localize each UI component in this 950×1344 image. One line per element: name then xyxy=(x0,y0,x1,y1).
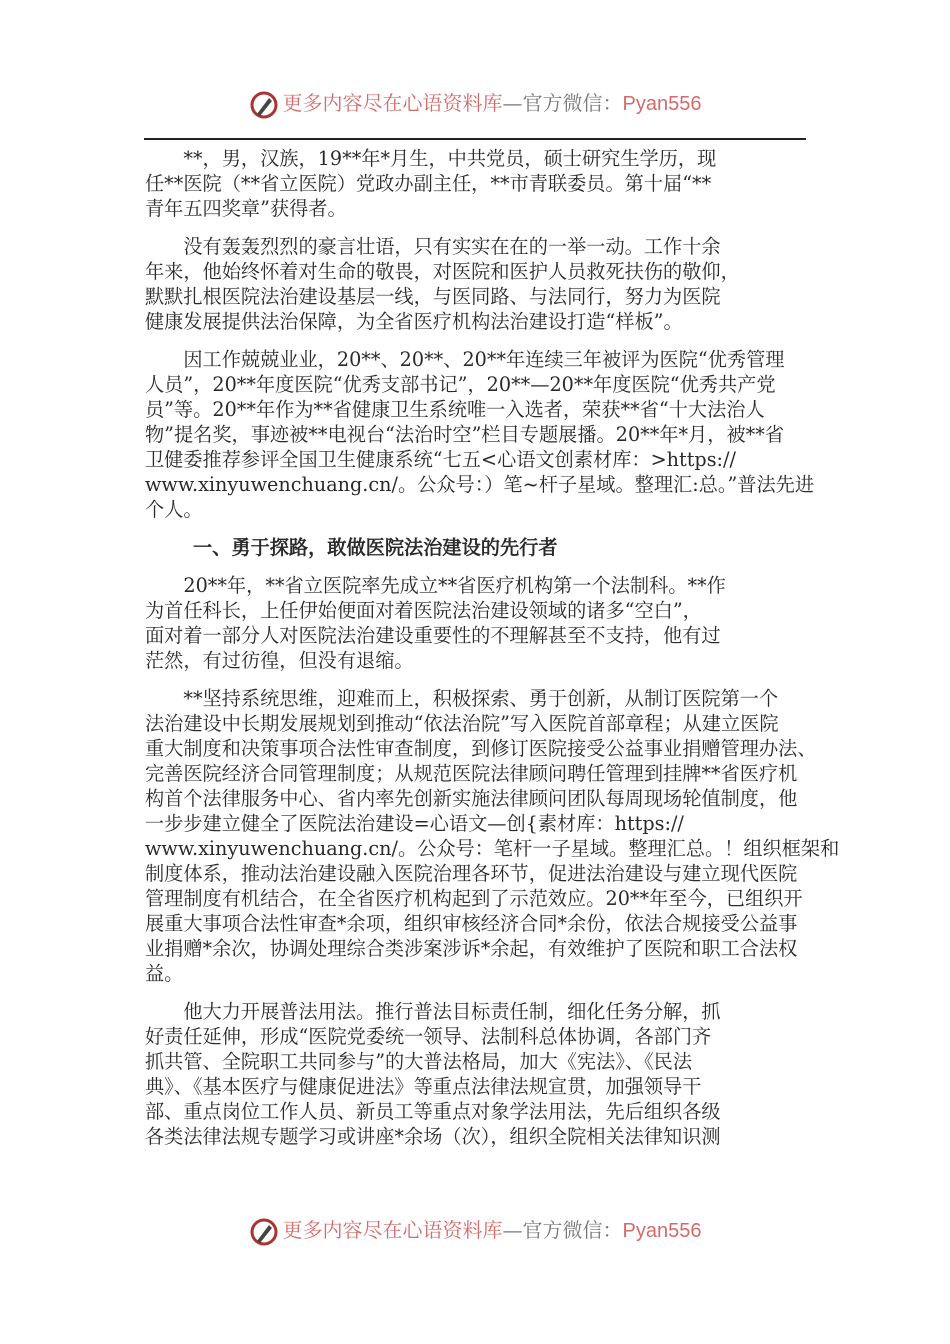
pen-logo-icon xyxy=(249,1217,279,1247)
text-line: 构首个法律服务中心、省内率先创新实施法律顾问团队每周现场轮值制度，他 xyxy=(145,787,798,810)
text-line: 物”提名奖，事迹被**电视台“法治时空”栏目专题展播。20**年*月，被**省 xyxy=(145,423,785,446)
paragraph xyxy=(145,146,810,221)
text-line: 年来，他始终怀着对生命的敬畏，对医院和医护人员救死扶伤的敬仰， xyxy=(145,260,740,283)
text-line: 展重大事项合法性审查*余项，组织审核经济合同*余份，依法合规接受公益事 xyxy=(145,912,798,935)
text-line: 管理制度有机结合，在全省医疗机构起到了示范效应。20**年至今，已组织开 xyxy=(145,887,803,910)
text-line: www.xinyuwenchuang.cn/。公众号：）笔~杆子星域。整理汇:总。”普法先进 xyxy=(145,473,815,496)
text-line: **坚持系统思维，迎难而上，积极探索、勇于创新，从制订医院第一个 xyxy=(145,687,779,710)
watermark-text: 更多内容尽在心语资料库 xyxy=(282,1218,503,1242)
text-line: 20**年，**省立医院率先成立**省医疗机构第一个法制科。**作 xyxy=(145,574,726,597)
document-body xyxy=(145,146,840,1162)
text-line: 业捐赠*余次，协调处理综合类涉案涉诉*余起，有效维护了医院和职工合法权 xyxy=(145,937,798,960)
text-line: 人员”，20**年度医院“优秀支部书记”，20**—20**年度医院“优秀共产党 xyxy=(145,373,776,396)
text-line: 各类法律法规专题学习或讲座*余场（次），组织全院相关法律知识测 xyxy=(145,1125,721,1148)
paragraph xyxy=(145,686,840,986)
text-line: 青年五四奖章”获得者。 xyxy=(145,197,347,220)
paragraph xyxy=(145,999,810,1149)
text-line: 一步步建立健全了医院法治建设=心语文—创{素材库：https:// xyxy=(145,812,684,835)
text-line: 制度体系，推动法治建设融入医院治理各环节，促进法治建设与建立现代医院 xyxy=(145,862,798,885)
text-line: 典》、《基本医疗与健康促进法》等重点法律法规宣贯，加强领导干 xyxy=(145,1075,702,1098)
text-line: 任**医院（**省立医院）党政办副主任，**市青联委员。第十届“** xyxy=(145,172,712,195)
text-line: 健康发展提供法治保障，为全省医疗机构法治建设打造“样板”。 xyxy=(145,310,683,333)
text-line: 茫然，有过彷徨，但没有退缩。 xyxy=(145,649,414,672)
watermark-text: 更多内容尽在心语资料库 xyxy=(282,91,503,115)
header-rule xyxy=(144,138,806,140)
paragraph xyxy=(145,573,810,673)
watermark-text: —官方微信： xyxy=(502,91,623,115)
text-line: 默默扎根医院法治建设基层一线，与医同路、与法同行，努力为医院 xyxy=(145,285,721,308)
text-line: 面对着一部分人对医院法治建设重要性的不理解甚至不支持，他有过 xyxy=(145,624,721,647)
text-line: 法治建设中长期发展规划到推动“依法治院”写入医院首部章程；从建立医院 xyxy=(145,712,779,735)
header-watermark xyxy=(0,88,950,118)
text-line: 员”等。20**年作为**省健康卫生系统唯一入选者，荣获**省“十大法治人 xyxy=(145,398,765,421)
text-line: 重大制度和决策事项合法性审查制度，到修订医院接受公益事业捐赠管理办法、 xyxy=(145,737,817,760)
text-line: 抓共管、全院职工共同参与”的大普法格局，加大《宪法》、《民法 xyxy=(145,1050,693,1073)
section-heading: 一、勇于探路，敢做医院法治建设的先行者 xyxy=(193,536,558,559)
text-line: 益。 xyxy=(145,962,184,985)
watermark-wechat-id: Pyan556 xyxy=(622,93,702,115)
paragraph xyxy=(145,347,815,522)
pen-logo-icon xyxy=(249,90,279,120)
text-line: www.xinyuwenchuang.cn/。公众号：笔杆一子星域。整理汇总。！组织框架和 xyxy=(145,837,840,860)
footer-watermark xyxy=(0,1215,950,1245)
text-line: 因工作兢兢业业，20**、20**、20**年连续三年被评为医院“优秀管理 xyxy=(145,348,785,371)
text-line: 个人。 xyxy=(145,498,203,521)
text-line: 卫健委推荐参评全国卫生健康系统“七五<心语文创素材库：>https:// xyxy=(145,448,736,471)
text-line: 完善医院经济合同管理制度；从规范医院法律顾问聘任管理到挂牌**省医疗机 xyxy=(145,762,798,785)
paragraph xyxy=(145,234,810,334)
text-line: 没有轰轰烈烈的豪言壮语，只有实实在在的一举一动。工作十余 xyxy=(145,235,721,258)
text-line: 他大力开展普法用法。推行普法目标责任制，细化任务分解，抓 xyxy=(145,1000,721,1023)
watermark-text: —官方微信： xyxy=(502,1218,623,1242)
text-line: 部、重点岗位工作人员、新员工等重点对象学法用法，先后组织各级 xyxy=(145,1100,721,1123)
text-line: 为首任科长，上任伊始便面对着医院法治建设领域的诸多“空白”， xyxy=(145,599,702,622)
text-line: 好责任延伸，形成“医院党委统一领导、法制科总体协调，各部门齐 xyxy=(145,1025,712,1048)
watermark-wechat-id: Pyan556 xyxy=(622,1220,702,1242)
text-line: **，男，汉族，19**年*月生，中共党员，硕士研究生学历，现 xyxy=(145,147,717,170)
